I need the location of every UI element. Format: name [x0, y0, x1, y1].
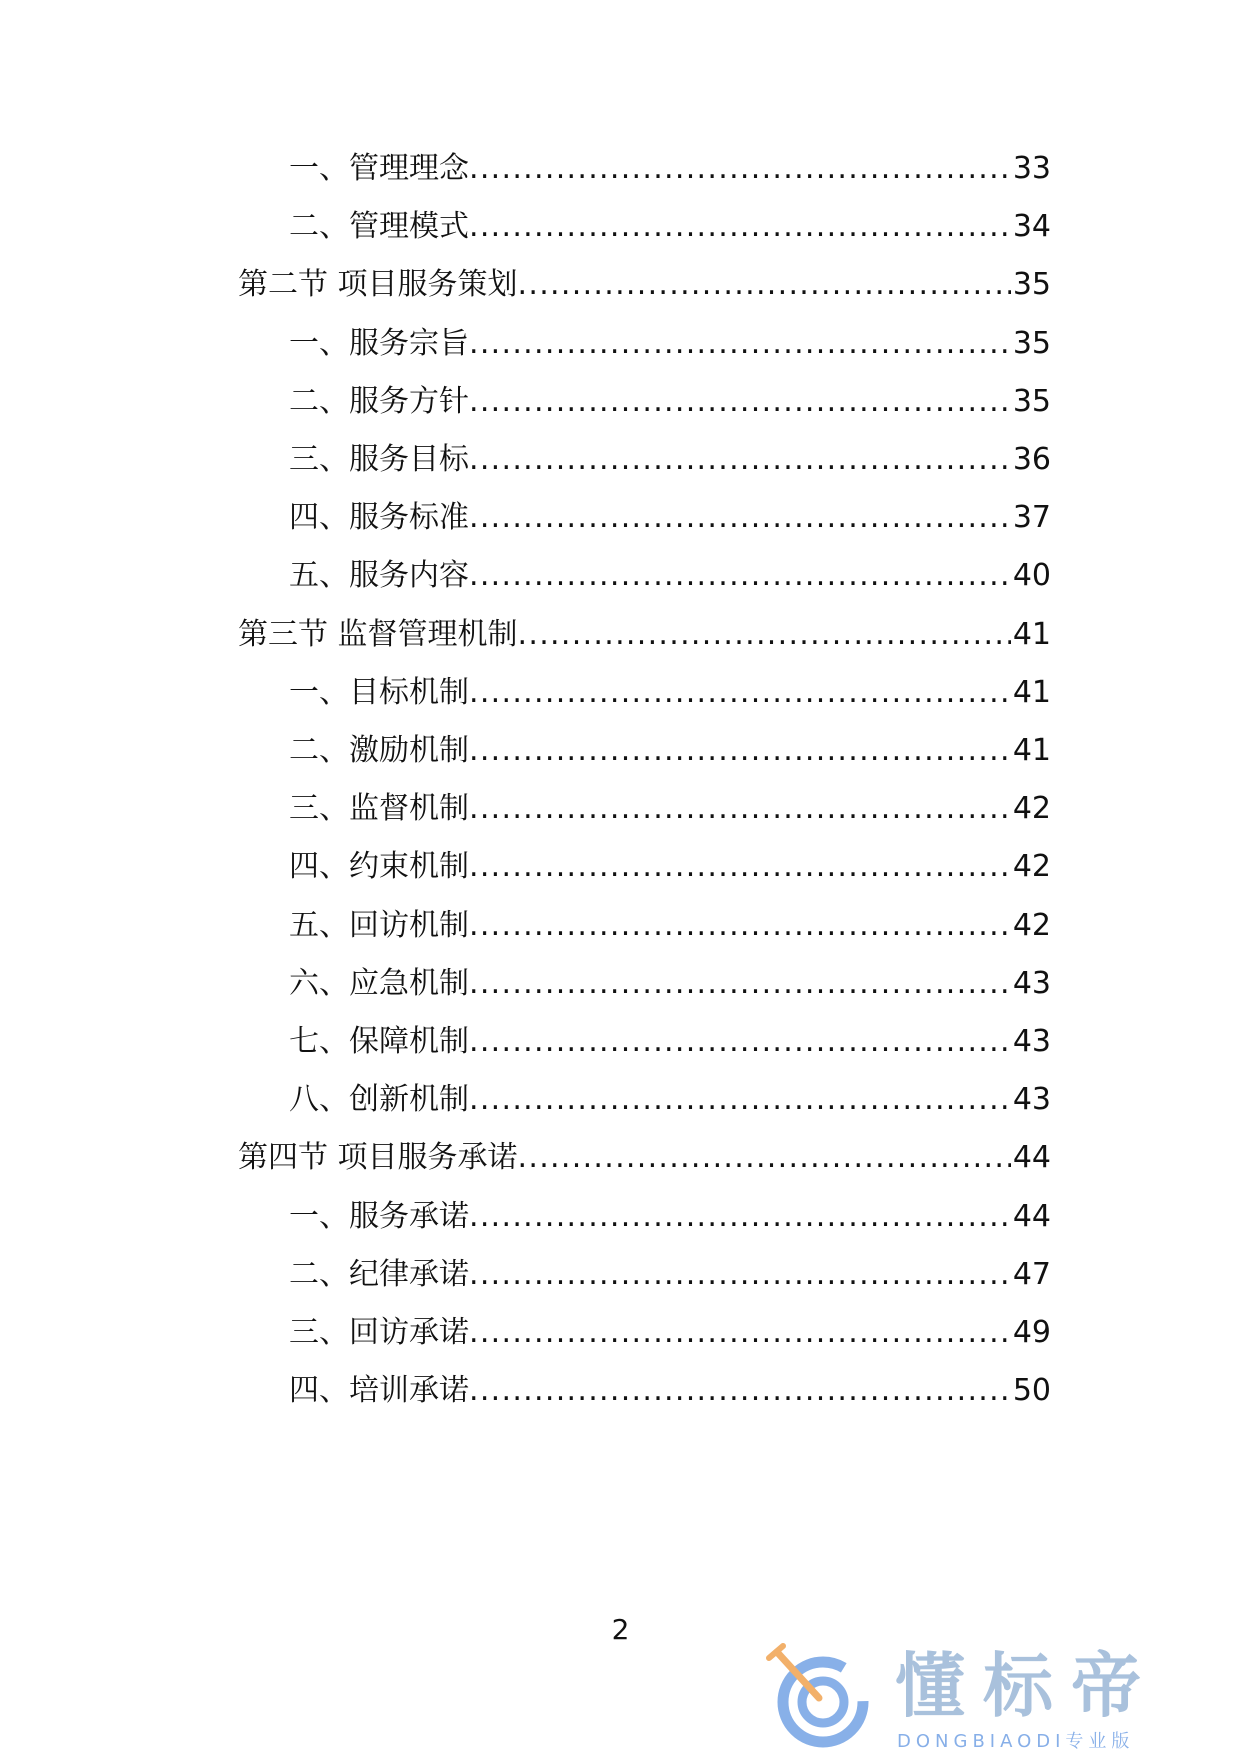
toc-entry-page: 33 [1012, 151, 1051, 186]
toc-entry-page: 40 [1012, 558, 1051, 594]
toc-entry[interactable] [289, 787, 1051, 831]
toc-dot-leader [469, 438, 1011, 482]
toc-entry-label: 第二节 项目服务策划 [238, 267, 518, 303]
toc-entry-label: 二、服务方针 [289, 383, 469, 419]
toc-entry-label: 四、培训承诺 [289, 1373, 469, 1409]
toc-dot-leader [469, 787, 1011, 831]
toc-dot-leader [518, 1136, 1011, 1180]
toc-entry[interactable] [289, 962, 1051, 1006]
toc-entry-page: 44 [1012, 1198, 1051, 1234]
toc-entry-label: 二、纪律承诺 [289, 1256, 469, 1292]
toc-entry[interactable] [289, 380, 1051, 424]
toc-entry[interactable] [289, 322, 1051, 366]
toc-dot-leader [469, 147, 1011, 191]
toc-dot-leader [469, 1311, 1011, 1355]
toc-entry-label: 五、回访机制 [289, 907, 469, 943]
toc-entry[interactable] [238, 263, 1051, 307]
watermark [757, 1640, 1227, 1754]
toc-entry[interactable] [289, 1311, 1051, 1355]
toc-entry-page: 42 [1012, 791, 1051, 827]
toc-entry[interactable] [289, 438, 1051, 482]
toc-entry[interactable] [289, 1195, 1051, 1239]
toc-dot-leader [469, 205, 1011, 249]
toc-entry[interactable] [289, 1253, 1051, 1297]
toc-entry-page: 37 [1012, 500, 1051, 536]
toc-entry-label: 六、应急机制 [289, 965, 469, 1001]
toc-entry-label: 二、激励机制 [289, 733, 469, 768]
toc-entry-page: 47 [1012, 1256, 1051, 1292]
toc-dot-leader [469, 496, 1011, 540]
toc-entry[interactable] [289, 1020, 1051, 1064]
toc-entry-page: 35 [1012, 325, 1051, 361]
toc-entry-label: 二、管理模式 [289, 209, 469, 245]
toc-dot-leader [469, 729, 1011, 773]
toc-entry[interactable] [289, 671, 1051, 715]
toc-dot-leader [469, 1078, 1011, 1122]
toc-entry-label: 三、回访承诺 [289, 1315, 469, 1350]
toc-entry[interactable] [289, 554, 1051, 598]
toc-entry-page: 43 [1012, 1082, 1051, 1118]
toc-entry-label: 四、服务标准 [289, 500, 469, 536]
toc-entry-page: 43 [1012, 1024, 1051, 1059]
toc-entry-label: 一、服务宗旨 [289, 325, 469, 361]
toc-dot-leader [469, 322, 1011, 366]
toc-dot-leader [469, 1020, 1011, 1064]
watermark-subtitle: DONGBIAODI专业版 [897, 1731, 1135, 1752]
toc-dot-leader [518, 263, 1011, 307]
toc-entry-page: 41 [1012, 616, 1051, 652]
toc-entry[interactable] [289, 904, 1051, 948]
toc-entry[interactable] [289, 729, 1051, 773]
toc-dot-leader [469, 554, 1011, 598]
toc-entry-label: 八、创新机制 [289, 1082, 469, 1118]
toc-entry[interactable] [289, 1369, 1051, 1413]
toc-entry-page: 49 [1012, 1315, 1051, 1350]
toc-dot-leader [469, 671, 1011, 715]
toc-entry-label: 三、监督机制 [289, 791, 469, 827]
toc-entry-label: 七、保障机制 [289, 1024, 469, 1059]
toc-entry[interactable] [238, 613, 1051, 657]
toc-entry[interactable] [238, 1136, 1051, 1180]
toc-entry-page: 35 [1012, 383, 1051, 419]
watermark-title: 懂标帝 [895, 1645, 1159, 1727]
toc-dot-leader [469, 904, 1011, 948]
page-number: 2 [611, 1613, 630, 1646]
toc-dot-leader [469, 962, 1011, 1006]
toc-entry-label: 一、目标机制 [289, 674, 469, 710]
toc-dot-leader [469, 1195, 1011, 1239]
toc-entry-page: 44 [1012, 1140, 1051, 1176]
toc-entry-label: 第三节 监督管理机制 [238, 616, 518, 652]
toc-dot-leader [518, 613, 1011, 657]
toc-entry[interactable] [289, 205, 1051, 249]
toc-entry-page: 50 [1012, 1373, 1051, 1409]
toc-entry[interactable] [289, 1078, 1051, 1122]
toc-entry-label: 一、服务承诺 [289, 1198, 469, 1234]
toc-entry-label: 三、服务目标 [289, 442, 469, 477]
toc-entry-page: 34 [1012, 209, 1051, 245]
toc-entry-page: 42 [1012, 907, 1051, 943]
toc-entry-label: 五、服务内容 [289, 558, 469, 594]
toc-dot-leader [469, 1369, 1011, 1413]
toc-entry-page: 35 [1012, 267, 1051, 303]
toc-dot-leader [469, 1253, 1011, 1297]
toc-entry-label: 第四节 项目服务承诺 [238, 1140, 518, 1176]
target-arrow-icon [757, 1640, 883, 1754]
toc-entry-page: 41 [1012, 733, 1051, 768]
toc-entry-page: 36 [1012, 442, 1051, 477]
toc-entry-label: 一、管理理念 [289, 151, 469, 186]
toc-dot-leader [469, 845, 1011, 889]
toc-entry[interactable] [289, 147, 1051, 191]
toc-entry[interactable] [289, 496, 1051, 540]
toc-entry-label: 四、约束机制 [289, 849, 469, 885]
toc-entry-page: 42 [1012, 849, 1051, 885]
toc-entry[interactable] [289, 845, 1051, 889]
toc-entry-page: 41 [1012, 674, 1051, 710]
toc-entry-page: 43 [1012, 965, 1051, 1001]
toc-dot-leader [469, 380, 1011, 424]
